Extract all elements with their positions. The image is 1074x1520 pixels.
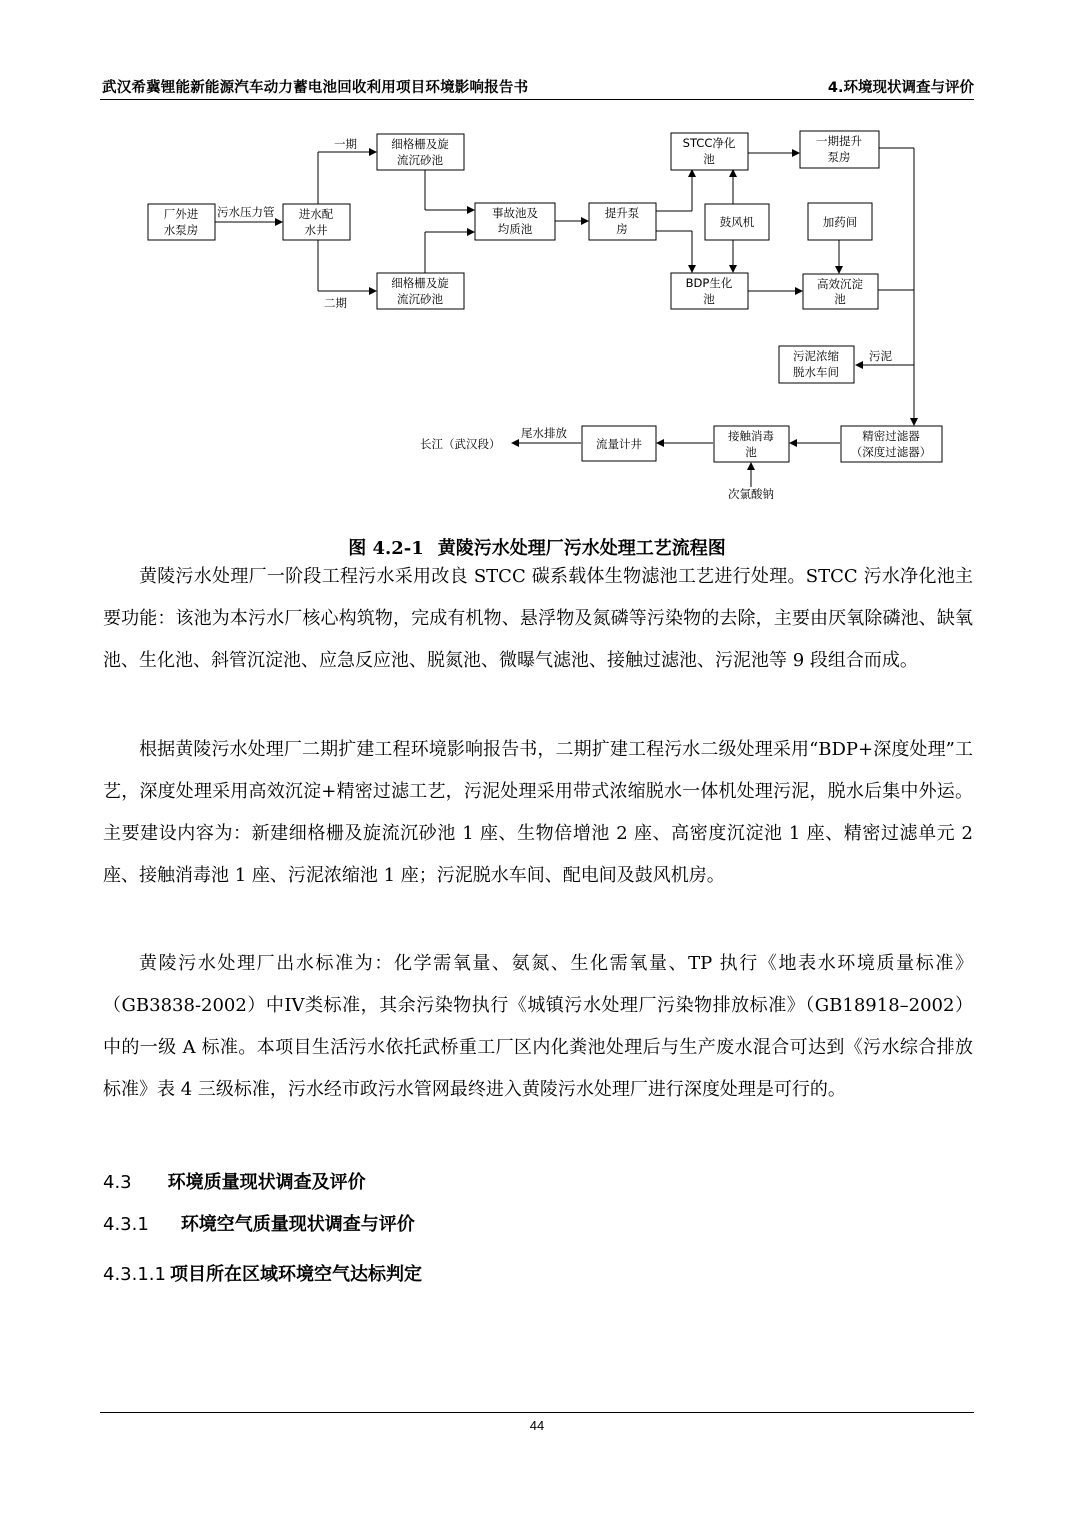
box-lift-pump [589,203,656,240]
svg-text:池: 池 [703,292,715,306]
svg-text:污泥浓缩: 污泥浓缩 [793,349,839,363]
svg-text:房: 房 [616,222,628,236]
svg-text:（深度过滤器）: （深度过滤器） [850,445,932,459]
box-blower [705,204,769,240]
svg-text:细格栅及旋: 细格栅及旋 [391,276,449,290]
box-precision-filter [841,426,942,462]
section-heading-4-3: 4.3 环境质量现状调查及评价 [103,1172,366,1193]
svg-text:均质池: 均质池 [497,222,533,236]
box-bdp-tank [671,273,748,309]
box-screen-phase2 [377,273,464,309]
page-number: 44 [529,1418,545,1433]
figure-number: 图 4.2-1 [348,538,424,559]
label-sludge: 污泥 [869,349,892,363]
box-screen-phase1 [377,134,464,170]
svg-text:细格栅及旋: 细格栅及旋 [391,137,449,151]
footer-rule [100,1412,974,1413]
label-phase2: 二期 [324,296,347,310]
header-title: 武汉希冀锂能新能源汽车动力蓄电池回收利用项目环境影响报告书 [102,80,529,96]
svg-text:流量计井: 流量计井 [596,437,642,451]
section-heading-4-3-1-1: 4.3.1.1 项目所在区域环境空气达标判定 [103,1264,422,1285]
box-sludge-dewatering [779,346,854,383]
svg-text:水井: 水井 [304,223,328,237]
paragraph-2: 根据黄陵污水处理厂二期扩建工程环境影响报告书，二期扩建工程污水二级处理采用“BDP+深度处理”工艺，深度处理采用高效沉淀+精密过滤工艺，污泥处理采用带式浓缩脱水一体机处理污泥，脱水后集中外运。主要建设内容为：新建细格栅及旋流沉砂池 1 座、生物倍增池 2 座、高密度沉淀池 1 座、精密过滤单元 2 座、接触消毒池 1 座、污泥浓缩池 1 座；污泥脱水车间、配电间及鼓风机房。 [103,739,973,886]
label-pressure-pipe: 污水压力管 [217,205,275,219]
box-accident-tank [475,203,555,240]
svg-text:厂外进: 厂外进 [163,207,199,221]
svg-text:接触消毒: 接触消毒 [728,429,774,443]
svg-text:提升泵: 提升泵 [604,206,640,220]
svg-text:流沉砂池: 流沉砂池 [397,292,443,306]
svg-text:池: 池 [834,292,846,306]
label-yangtze-river: 长江（武汉段） [420,437,501,451]
svg-text:高效沉淀: 高效沉淀 [817,277,863,291]
svg-text:加药间: 加药间 [822,215,858,229]
svg-text:进水配: 进水配 [298,207,334,221]
label-hypochlorite: 次氯酸钠 [728,487,774,501]
svg-text:水泵房: 水泵房 [163,223,199,237]
svg-text:BDP生化: BDP生化 [685,276,733,290]
svg-text:泵房: 泵房 [827,150,851,164]
process-flow-diagram [0,0,1074,520]
box-contact-disinfection [714,426,789,462]
section-heading-4-3-1: 4.3.1 环境空气质量现状调查与评价 [103,1214,415,1235]
svg-text:精密过滤器: 精密过滤器 [862,429,920,443]
box-stcc-tank [671,133,748,170]
label-tail-discharge: 尾水排放 [521,426,567,440]
svg-text:STCC净化: STCC净化 [682,136,736,150]
svg-text:脱水车间: 脱水车间 [793,365,839,379]
svg-text:鼓风机: 鼓风机 [719,215,755,229]
paragraph-1: 黄陵污水处理厂一阶段工程污水采用改良 STCC 碳系载体生物滤池工艺进行处理。STCC 污水净化池主要功能：该池为本污水厂核心构筑物，完成有机物、悬浮物及氮磷等污染物的去除，主要由厌氧除磷池、缺氧池、生化池、斜管沉淀池、应急反应池、脱氮池、微曝气滤池、接触过滤池、污泥池等 9 段组合而成。 [103,566,973,671]
box-dosing-room [808,203,872,240]
label-phase1: 一期 [334,137,357,151]
box-inlet-well [283,204,350,240]
box-flow-meter [582,426,656,461]
svg-text:池: 池 [703,152,715,166]
header-section: 4.环境现状调查与评价 [827,80,974,96]
box-factory-pump [148,204,215,240]
paragraph-3: 黄陵污水处理厂出水标准为：化学需氧量、氨氮、生化需氧量、TP 执行《地表水环境质量标准》（GB3838-2002）中IV类标准，其余污染物执行《城镇污水处理厂污染物排放标准》（GB18918–2002）中的一级 A 标准。本项目生活污水依托武桥重工厂区内化粪池处理后与生产废水混合可达到《污水综合排放标准》表 4 三级标准，污水经市政污水管网最终进入黄陵污水处理厂进行深度处理是可行的。 [103,953,973,1100]
figure-title: 黄陵污水处理厂污水处理工艺流程图 [437,538,726,559]
svg-text:流沉砂池: 流沉砂池 [397,153,443,167]
box-high-efficiency-sedimentation [803,274,878,309]
svg-text:池: 池 [745,445,757,459]
box-phase1-lift [800,131,879,168]
svg-text:事故池及: 事故池及 [492,206,538,220]
svg-text:一期提升: 一期提升 [816,134,862,148]
